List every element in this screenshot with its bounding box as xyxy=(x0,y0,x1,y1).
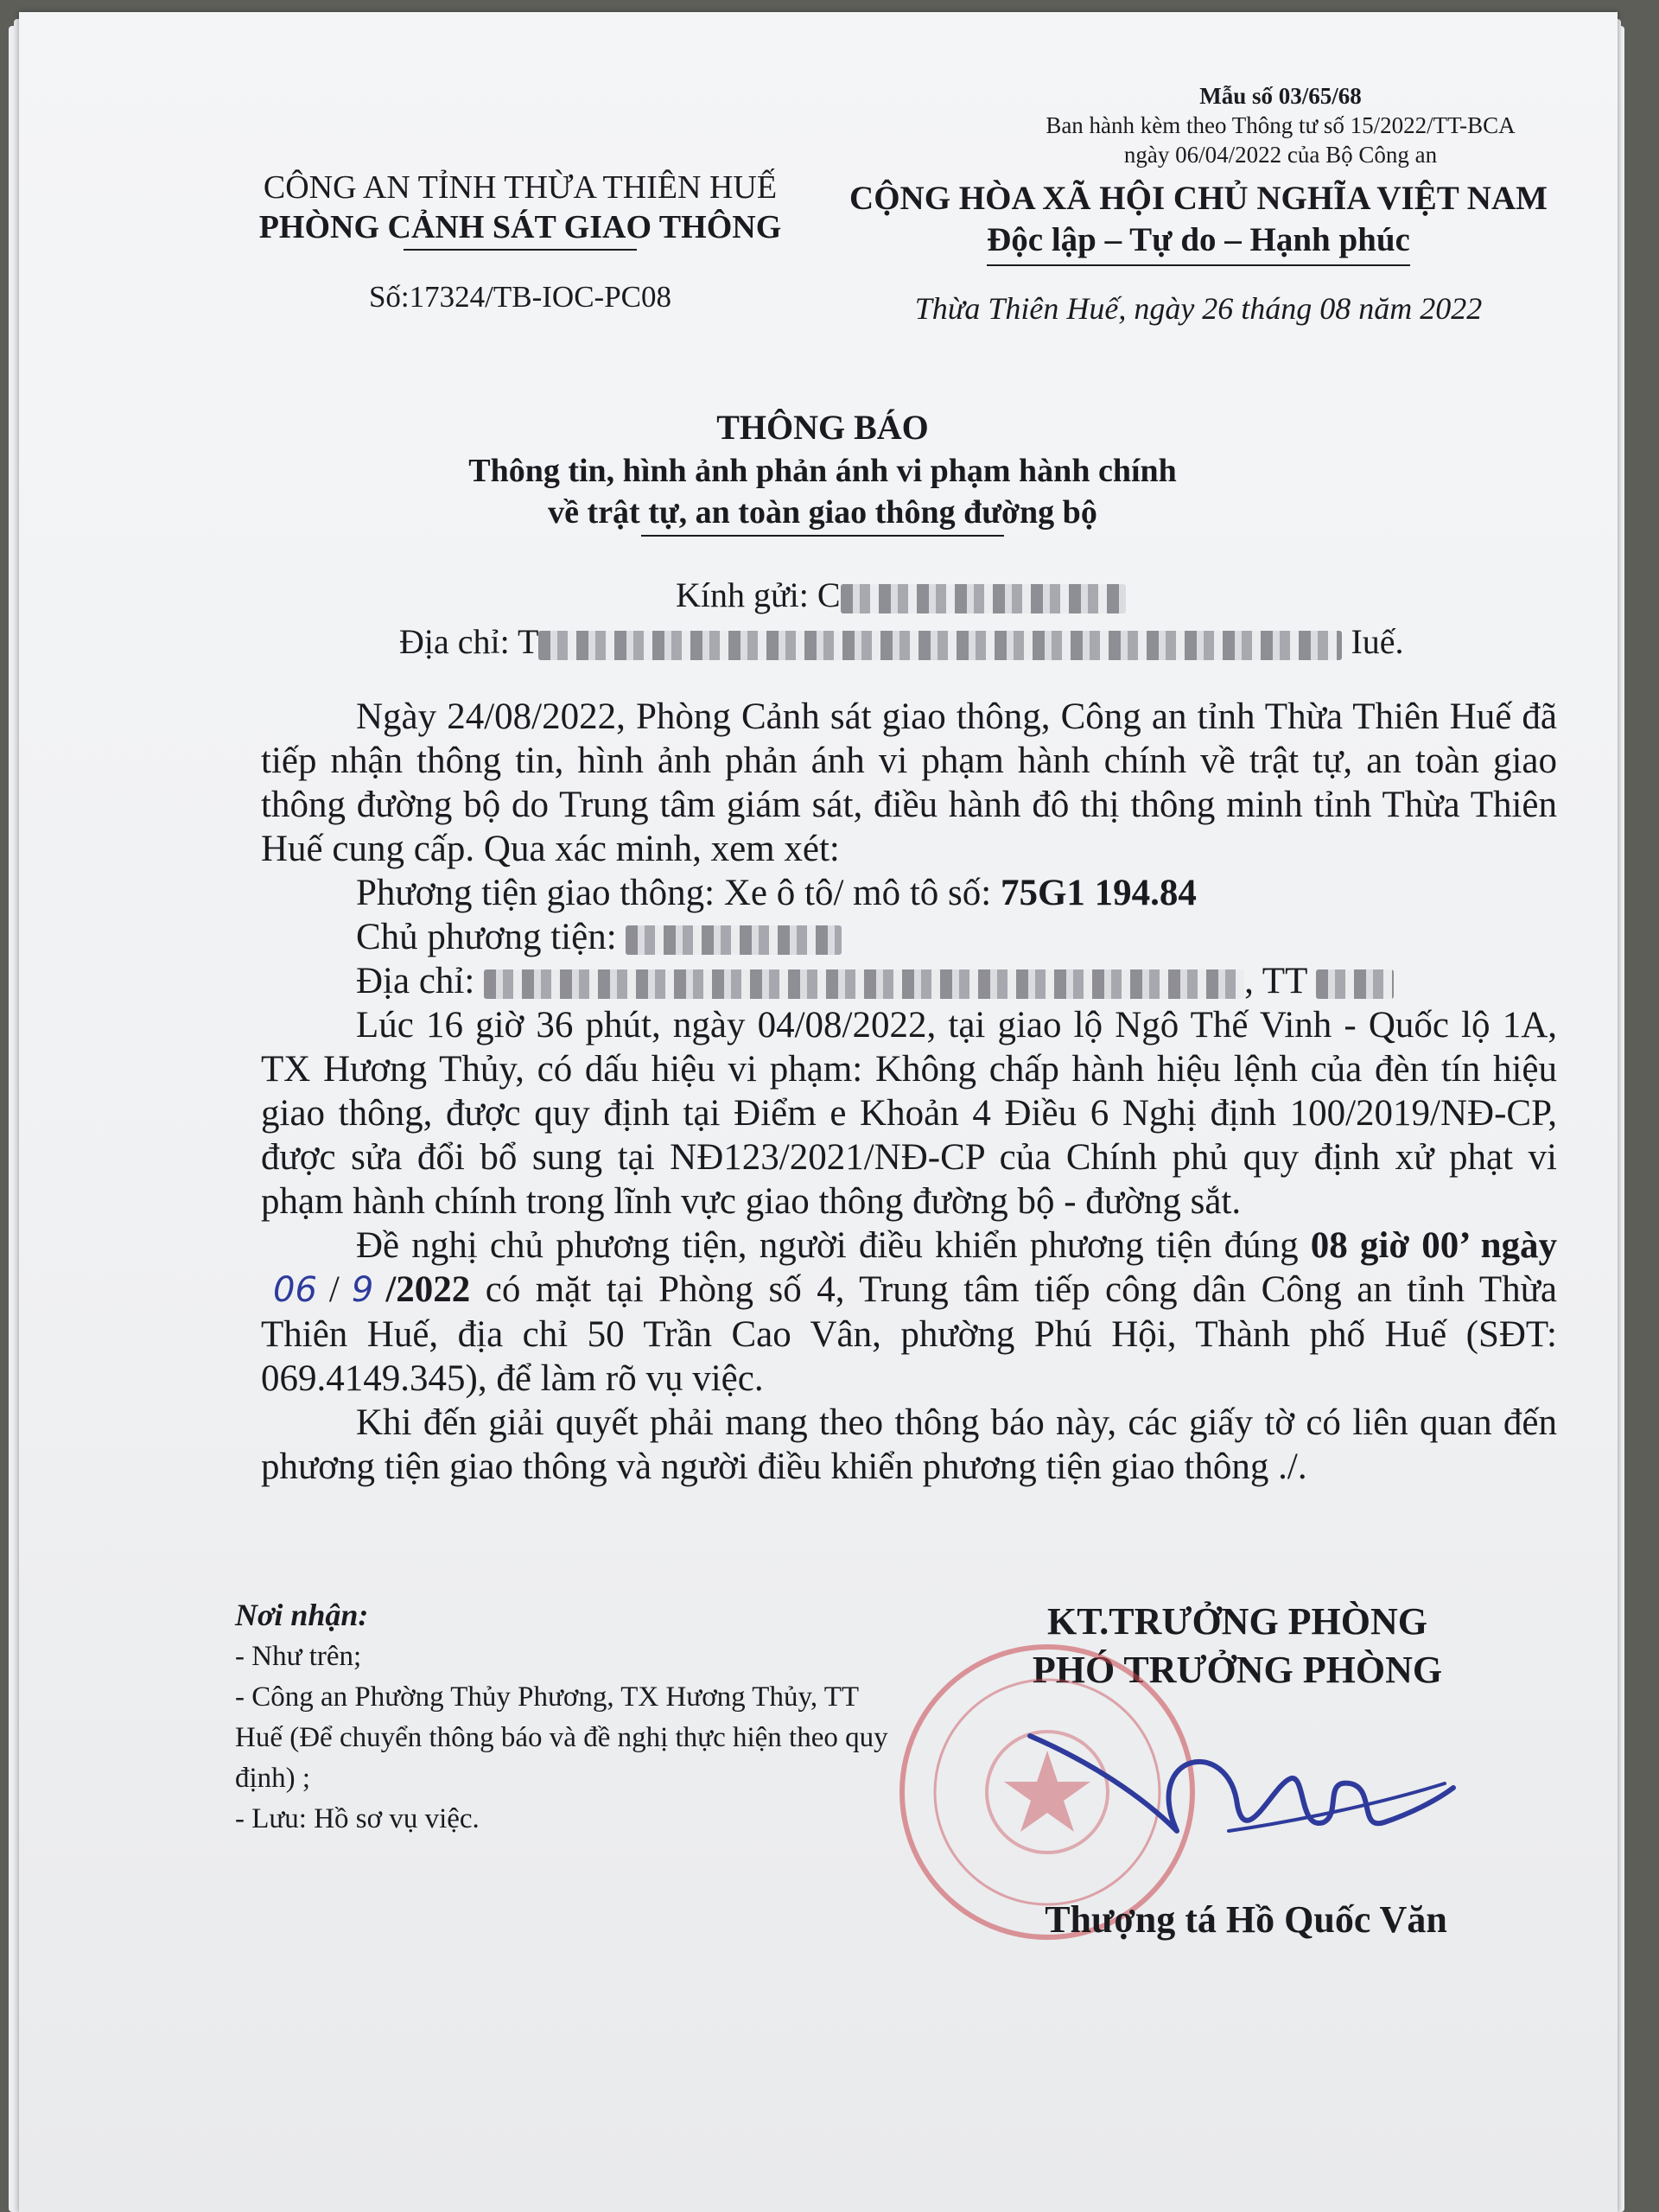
notice-title-block xyxy=(175,405,1471,537)
address-prefix: T xyxy=(518,622,539,661)
redacted-owner-address xyxy=(484,969,1244,999)
title-underline xyxy=(641,535,1004,537)
summons-year: /2022 xyxy=(385,1269,471,1310)
signature-title-2: PHÓ TRƯỞNG PHÒNG xyxy=(1032,1649,1443,1691)
owner-label: Chủ phương tiện: xyxy=(356,917,617,957)
nation-header xyxy=(823,178,1574,328)
address-line xyxy=(399,620,1522,664)
nation-motto: Độc lập – Tự do – Hạnh phúc xyxy=(987,221,1410,258)
handwritten-day: 06 xyxy=(273,1270,317,1310)
address-suffix: Iuế. xyxy=(1351,622,1404,661)
date-slash: / xyxy=(328,1269,340,1310)
place-date: Thừa Thiên Huế, ngày 26 tháng 08 năm 2022 xyxy=(914,291,1483,326)
signature-title-1: KT.TRƯỞNG PHÒNG xyxy=(1047,1600,1427,1643)
summons-time: 08 giờ 00’ ngày xyxy=(1310,1225,1557,1266)
notice-subtitle-2: về trật tự, an toàn giao thông đường bộ xyxy=(548,494,1097,531)
to-line xyxy=(676,574,1522,617)
owner-line xyxy=(261,915,1557,959)
form-code: Mẫu số 03/65/68 xyxy=(1199,83,1362,109)
owner-address-line xyxy=(261,959,1557,1003)
address-label: Địa chỉ: xyxy=(399,622,510,661)
recipient-block xyxy=(399,574,1522,664)
vehicle-label: Phương tiện giao thông: Xe ô tô/ mô tô số: xyxy=(356,873,992,913)
violation-paragraph: Lúc 16 giờ 36 phút, ngày 04/08/2022, tại giao lộ Ngô Thế Vinh - Quốc lộ 1A, TX Hương Thủy, có dấu hiệu vi phạm: Không chấp hành hiệu lệnh của đèn tín hiệu giao thông, được quy định tại Điểm e Khoản 4 Điều 6 Nghị định 100/2019/NĐ-CP, được sửa đổi bổ sung tại NĐ123/2021/NĐ-CP của Chính phủ quy định xử phạt vi phạm hành chính trong lĩnh vực giao thông đường bộ - đường sắt. xyxy=(261,1005,1557,1222)
agency-name: PHÒNG CẢNH SÁT GIAO THÔNG xyxy=(258,209,782,245)
doc-number: Số:17324/TB-IOC-PC08 xyxy=(368,280,672,314)
owner-address-tail: , TT xyxy=(1244,961,1307,1001)
agency-parent: CÔNG AN TỈNH THỪA THIÊN HUẾ xyxy=(263,169,778,206)
notice-title: THÔNG BÁO xyxy=(716,408,929,447)
receivers-block xyxy=(235,1593,892,1840)
redacted-recipient-address xyxy=(538,631,1342,660)
summons-paragraph xyxy=(261,1224,1557,1401)
form-line-2: ngày 06/04/2022 của Bộ Công an xyxy=(1123,142,1438,168)
intro-paragraph: Ngày 24/08/2022, Phòng Cảnh sát giao thông, Công an tỉnh Thừa Thiên Huế đã tiếp nhận thông tin, hình ảnh phản ánh vi phạm hành chính về trật tự, an toàn giao thông đường bộ do Trung tâm giám sát, điều hành đô thị thông minh tỉnh Thừa Thiên Huế cung cấp. Qua xác minh, xem xét: xyxy=(261,696,1557,869)
receiver-item: - Như trên; xyxy=(235,1641,362,1672)
notice-body xyxy=(261,695,1557,1489)
form-reference xyxy=(995,81,1566,169)
redacted-recipient-name xyxy=(841,584,1126,613)
notice-subtitle-1: Thông tin, hình ảnh phản ánh vi phạm hành chính xyxy=(468,453,1177,489)
owner-address-label: Địa chỉ: xyxy=(356,961,475,1001)
handwritten-month: 9 xyxy=(351,1270,374,1310)
receiver-item: - Công an Phường Thủy Phương, TX Hương Thủy, TT Huế (Để chuyển thông báo và đề nghị thực hiện theo quy định) ; xyxy=(235,1681,888,1794)
vehicle-line xyxy=(261,871,1557,915)
document-page xyxy=(19,12,1618,2212)
receivers-label: Nơi nhận: xyxy=(235,1598,369,1632)
motto-underline xyxy=(987,264,1410,266)
summons-rest: có mặt tại Phòng số 4, Trung tâm tiếp công dân Công an tỉnh Thừa Thiên Huế, địa chỉ 50 Trần Cao Vân, phường Phú Hội, Thành phố Huế (SĐT: 069.4149.345), để làm rõ vụ việc. xyxy=(261,1269,1558,1399)
agency-underline xyxy=(404,249,637,251)
form-line-1: Ban hành kèm theo Thông tư số 15/2022/TT-BCA xyxy=(1046,112,1516,138)
agency-header xyxy=(226,168,814,316)
vehicle-plate: 75G1 194.84 xyxy=(1000,873,1197,913)
receiver-item: - Lưu: Hồ sơ vụ việc. xyxy=(235,1803,480,1834)
redacted-owner-name xyxy=(626,925,842,955)
redacted-owner-address-end xyxy=(1316,969,1394,999)
signer-name: Thượng tá Hồ Quốc Văn xyxy=(1045,1898,1447,1941)
handwritten-signature xyxy=(1013,1701,1462,1874)
closing-paragraph: Khi đến giải quyết phải mang theo thông báo này, các giấy tờ có liên quan đến phương tiện giao thông và người điều khiển phương tiện giao thông ./. xyxy=(261,1402,1557,1487)
to-prefix: C xyxy=(817,575,841,614)
summons-start: Đề nghị chủ phương tiện, người điều khiển phương tiện đúng xyxy=(356,1225,1299,1266)
to-label: Kính gửi: xyxy=(676,575,809,614)
nation-name: CỘNG HÒA XÃ HỘI CHỦ NGHĨA VIỆT NAM xyxy=(849,180,1548,217)
